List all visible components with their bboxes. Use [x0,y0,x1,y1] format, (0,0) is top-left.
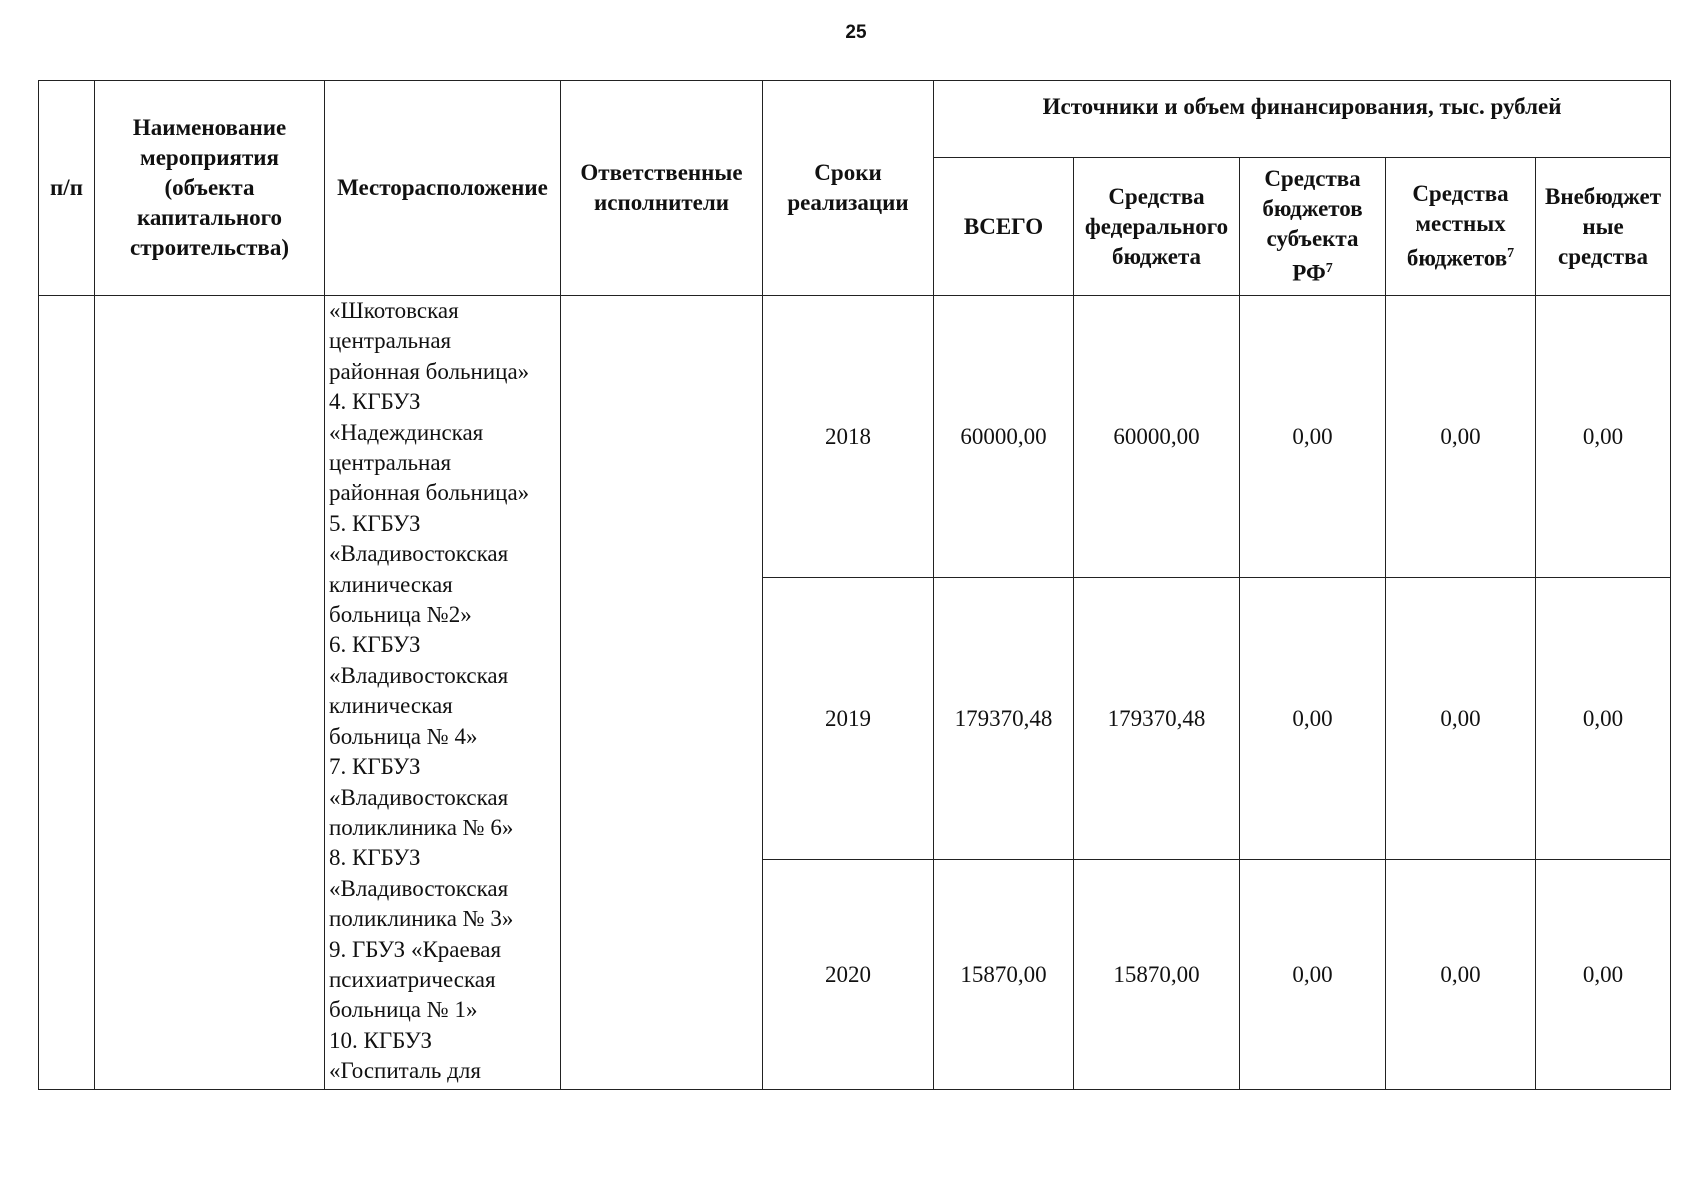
header-period [763,81,934,296]
text-line: Средства [1412,181,1509,207]
header-total: ВСЕГО [934,158,1074,296]
text-line: Сроки [814,160,882,185]
text-line: «Надеждинская [329,419,484,445]
text-line: капитального [136,205,283,230]
footnote-marker: 7 [1325,261,1333,277]
header-subject [1240,158,1386,296]
text-line: Внебюджет [1544,183,1662,209]
text-line: центральная [329,328,452,354]
header-funding-group: Источники и объем финансирования, тыс. рублей [934,81,1671,158]
text-line: бюджета [1111,243,1202,269]
header-extra [1536,158,1671,296]
text-line: реализации [787,190,909,215]
text-line: исполнители [594,190,729,215]
text-line: ные [1582,213,1624,239]
text-line: бюджетов$^7$ [1406,245,1515,271]
cell-local: 0,00 [1386,578,1536,860]
header-location: Месторасположение [325,81,561,296]
cell-subject: 0,00 [1240,578,1386,860]
cell-federal: 60000,00 [1074,296,1240,578]
text-line: «Шкотовская [329,298,459,323]
cell-responsible [561,296,763,1090]
text-line: федерального [1084,213,1229,239]
header-local [1386,158,1536,296]
text-line: средства [1558,243,1648,269]
text-line: субъекта [1266,226,1359,252]
text-line: Наименование [132,115,287,140]
cell-federal: 179370,48 [1074,578,1240,860]
text-line: клиническая [329,693,453,719]
cell-extra: 0,00 [1536,296,1671,578]
cell-subject: 0,00 [1240,296,1386,578]
text-line: «Владивостокская [329,784,509,810]
text-line: психиатрическая [329,966,496,992]
text-line: 9. ГБУЗ «Краевая [329,936,502,962]
text-line: (объекта [164,175,255,200]
cell-local: 0,00 [1386,860,1536,1090]
text-line: 6. КГБУЗ [329,632,421,658]
text-line: больница № 4» [329,723,478,749]
text-line: 7. КГБУЗ [329,754,421,780]
cell-year: 2020 [763,860,934,1090]
text-line: Ответственные [580,160,743,185]
text-line: больница №2» [329,602,472,628]
header-responsible [561,81,763,296]
text-line: Средства [1264,166,1361,192]
text-line: 10. КГБУЗ [329,1027,433,1053]
cell-year: 2019 [763,578,934,860]
text-line: строительства) [130,235,289,260]
text-line: поликлиника № 6» [329,814,514,840]
text-line: клиническая [329,571,453,597]
text-line: мероприятия [140,145,279,170]
header-pp: п/п [39,81,95,296]
cell-total: 60000,00 [934,296,1074,578]
text-line: бюджетов [1262,196,1363,222]
cell-extra: 0,00 [1536,578,1671,860]
header-federal [1074,158,1240,296]
page-number: 25 [845,22,867,43]
cell-subject: 0,00 [1240,860,1386,1090]
cell-year: 2018 [763,296,934,578]
cell-name [95,296,325,1090]
footnote-marker: 7 [1507,246,1515,262]
text-line: центральная [329,450,452,476]
cell-total: 179370,48 [934,578,1074,860]
text-line: районная больница» [329,358,530,384]
table-row [39,296,1671,578]
text-line: «Госпиталь для [329,1058,481,1084]
cell-total: 15870,00 [934,860,1074,1090]
cell-extra: 0,00 [1536,860,1671,1090]
header-name [95,81,325,296]
text-line: «Владивостокская [329,541,509,567]
financing-table [38,80,1671,1090]
cell-location [325,296,561,1090]
text-line: 4. КГБУЗ [329,389,421,415]
cell-local: 0,00 [1386,296,1536,578]
text-line: местных [1415,211,1506,237]
cell-federal: 15870,00 [1074,860,1240,1090]
text-line: Средства [1108,183,1205,209]
text-line: больница № 1» [329,997,478,1023]
text-line: 8. КГБУЗ [329,845,421,871]
text-line: поликлиника № 3» [329,906,514,932]
text-line: «Владивостокская [329,662,509,688]
cell-pp [39,296,95,1090]
text-line: 5. КГБУЗ [329,510,421,536]
text-line: районная больница» [329,480,530,506]
text-line: $РФ^7$ [1292,260,1333,286]
text-line: «Владивостокская [329,875,509,901]
